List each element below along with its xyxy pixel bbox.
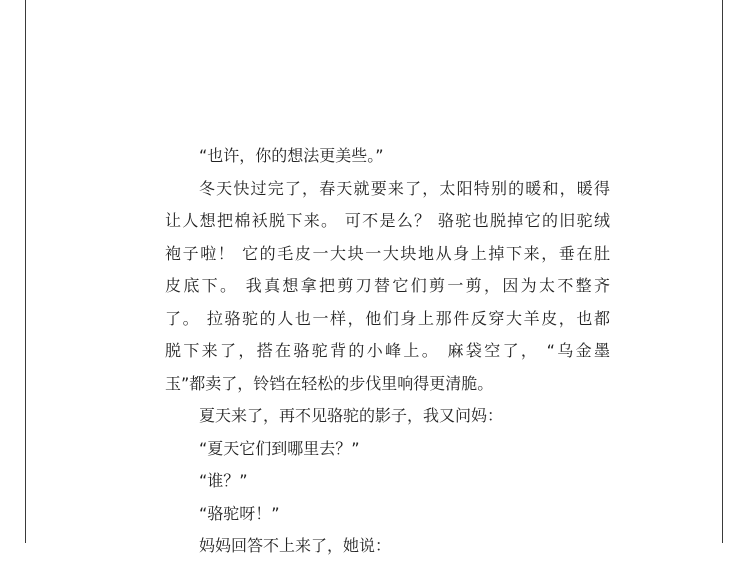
paragraph-line: “谁？” [199,471,248,490]
paragraph-line: 袍子啦！ 它的毛皮一大块一大块地从身上掉下来，垂在肚 [165,243,610,263]
paragraph-line: “夏天它们到哪里去？” [199,438,360,458]
paragraph-line: 玉”都卖了，铃铛在轻松的步伐里响得更清脆。 [165,373,494,393]
paragraph-line: 皮底下。 我真想拿把剪刀替它们剪一剪，因为太不整齐 [165,276,610,295]
paragraph-line: 冬天快过完了，春天就要来了，太阳特别的暖和，暖得 [199,178,610,198]
document-body [165,140,610,563]
paragraph-line: “骆驼呀！” [199,503,280,523]
paragraph-line: 妈妈回答不上来了，她说： [199,536,392,555]
paragraph-line: “也许，你的想法更美些。” [199,146,384,165]
paragraph-line: 脱下来了，搭在骆驼背的小峰上。 麻袋空了， “乌金墨 [165,341,610,360]
paragraph-line: 夏天来了，再不见骆驼的影子，我又问妈： [199,406,504,425]
paragraph-line: 让人想把棉袄脱下来。 可不是么？ 骆驼也脱掉它的旧驼绒 [165,211,610,230]
paragraph-line: 了。 拉骆驼的人也一样，他们身上那件反穿大羊皮，也都 [165,308,610,328]
